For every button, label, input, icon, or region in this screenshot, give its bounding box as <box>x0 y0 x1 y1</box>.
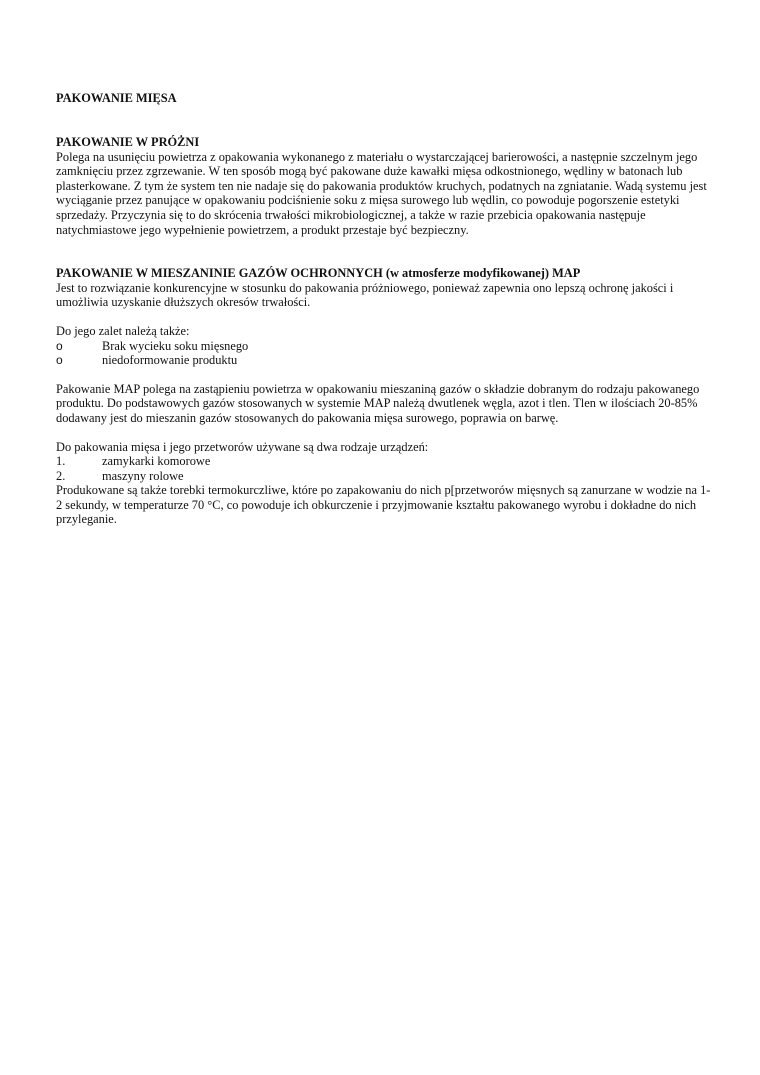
list-item <box>56 454 716 469</box>
devices-list <box>56 454 716 483</box>
number-marker: 1. <box>56 454 66 469</box>
list-item <box>56 469 716 484</box>
bullet-marker: o <box>56 353 63 368</box>
closing-paragraph: Produkowane są także torebki termokurczliwe, które po zapakowaniu do nich p[przetworów mięsnych są zanurzane w wodzie na 1-2 sekundy, w temperaturze 70 °C, co powoduje ich obkurczenie i przyjmowanie kształtu pakowanego wyrobu i dokładne do nich przyleganie. <box>56 483 711 527</box>
devices-intro: Do pakowania mięsa i jego przetworów używane są dwa rodzaje urządzeń: <box>56 439 429 454</box>
list-item <box>56 339 716 354</box>
section-map-body: Jest to rozwiązanie konkurencyjne w stosunku do pakowania próżniowego, ponieważ zapewnia ono lepszą ochronę jakości i umożliwia uzyskanie dłuższych okresów trwałości. <box>56 280 674 310</box>
section-vacuum-body: Polega na usunięciu powietrza z opakowania wykonanego z materiału o wystarczającej barierowości, a następnie szczelnym jego zamknięciu przez zgrzewanie. W ten sposób mogą być pakowane duże kawałki mięsa odkostnionego, wędliny w batonach lub plasterkowane. Z tym że system ten nie nadaje się do pakowania produktów kruchych, podatnych na zgniatanie. Wadą systemu jest wyciąganie przez panujące w opakowaniu podciśnienie soku z mięsa surowego lub wędlin, co powoduje pogorszenie estetyki sprzedaży. Przyczynia się to do skrócenia trwałości mikrobiologicznej, a także w razie przebicia opakowania następuje natychmiastowe jego wypełnienie powietrzem, a produkt przestaje być bezpieczny. <box>56 149 707 237</box>
document-content <box>56 91 716 527</box>
section-vacuum-heading: PAKOWANIE W PRÓŻNI <box>56 135 200 149</box>
bullet-marker: o <box>56 338 63 353</box>
list-item-text: niedoformowanie produktu <box>102 353 238 368</box>
list-item-text: zamykarki komorowe <box>102 454 211 469</box>
map-paragraph: Pakowanie MAP polega na zastąpieniu powietrza w opakowaniu mieszaniną gazów o składzie dobranym do rodzaju pakowanego produktu. Do podstawowych gazów stosowanych w systemie MAP należą dwutlenek węgla, azot i tlen. Tlen w ilościach 20-85% dodawany jest do mieszanin gazów stosowanych do pakowania mięsa surowego, poprawia on barwę. <box>56 381 700 425</box>
number-marker: 2. <box>56 468 66 483</box>
document-title: PAKOWANIE MIĘSA <box>56 91 177 105</box>
list-item <box>56 353 716 368</box>
advantages-list <box>56 339 716 368</box>
advantages-intro: Do jego zalet należą także: <box>56 323 190 338</box>
list-item-text: Brak wycieku soku mięsnego <box>102 338 249 353</box>
list-item-text: maszyny rolowe <box>102 468 184 483</box>
section-map-heading: PAKOWANIE W MIESZANINIE GAZÓW OCHRONNYCH (w atmosferze modyfikowanej) MAP <box>56 266 581 281</box>
